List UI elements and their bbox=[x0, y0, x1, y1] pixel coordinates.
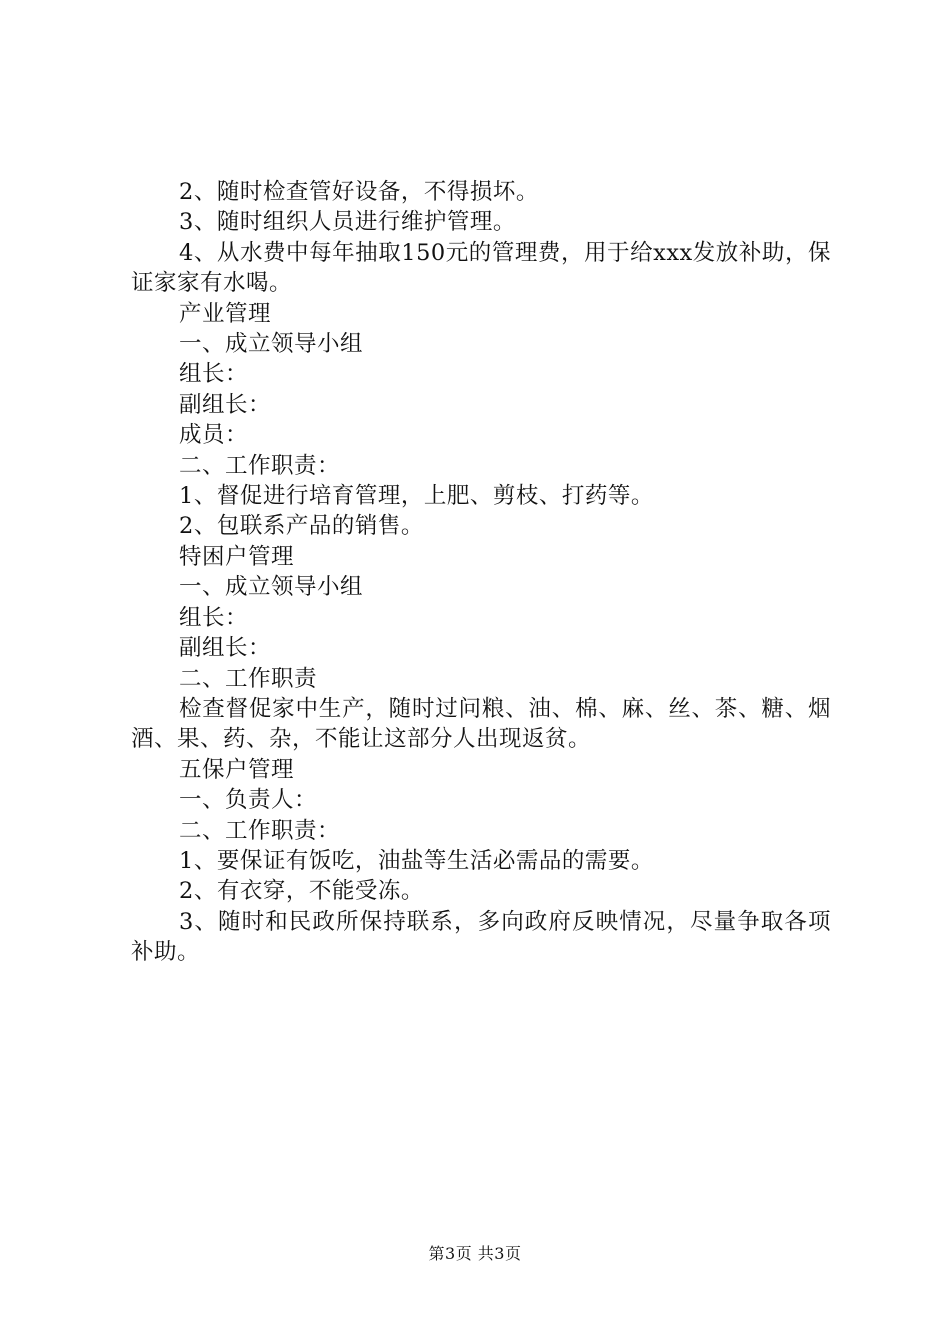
document-body bbox=[131, 177, 831, 968]
section-heading-poor-households: 特困户管理 bbox=[179, 543, 295, 570]
paragraph-2: 3、随时组织人员进行维护管理。 bbox=[179, 209, 516, 236]
paragraph-22: 2、有衣穿，不能受冻。 bbox=[179, 878, 424, 905]
page-number: 第3页 共3页 bbox=[428, 1244, 522, 1263]
paragraph-13: 一、成立领导小组 bbox=[179, 574, 364, 601]
paragraph-20: 二、工作职责： bbox=[179, 817, 341, 844]
paragraph-5: 一、成立领导小组 bbox=[179, 331, 364, 358]
paragraph-1: 2、随时检查管好设备，不得损坏。 bbox=[179, 179, 539, 205]
paragraph-19: 一、负责人： bbox=[179, 787, 318, 814]
paragraph-21: 1、要保证有饭吃，油盐等生活必需品的需要。 bbox=[179, 847, 654, 874]
page-footer bbox=[0, 1244, 950, 1264]
paragraph-3: 4、从水费中每年抽取150元的管理费，用于给xxx发放补助，保证家家有水喝。 bbox=[131, 239, 831, 297]
paragraph-9: 二、工作职责： bbox=[179, 452, 341, 479]
paragraph-10: 1、督促进行培育管理，上肥、剪枝、打药等。 bbox=[179, 483, 654, 510]
paragraph-14: 组长： bbox=[179, 604, 249, 631]
paragraph-23: 3、随时和民政所保持联系，多向政府反映情况，尽量争取各项补助。 bbox=[131, 908, 831, 966]
paragraph-11: 2、包联系产品的销售。 bbox=[179, 513, 424, 540]
section-heading-five-guarantee: 五保户管理 bbox=[179, 756, 295, 783]
paragraph-6: 组长： bbox=[179, 361, 249, 388]
paragraph-7: 副组长： bbox=[179, 391, 272, 418]
paragraph-17: 检查督促家中生产，随时过问粮、油、棉、麻、丝、茶、糖、烟酒、果、药、杂，不能让这部分人出现返贫。 bbox=[131, 695, 831, 753]
paragraph-16: 二、工作职责 bbox=[179, 665, 318, 692]
paragraph-15: 副组长： bbox=[179, 635, 272, 662]
section-heading-industry: 产业管理 bbox=[179, 300, 272, 327]
paragraph-8: 成员： bbox=[179, 422, 249, 449]
